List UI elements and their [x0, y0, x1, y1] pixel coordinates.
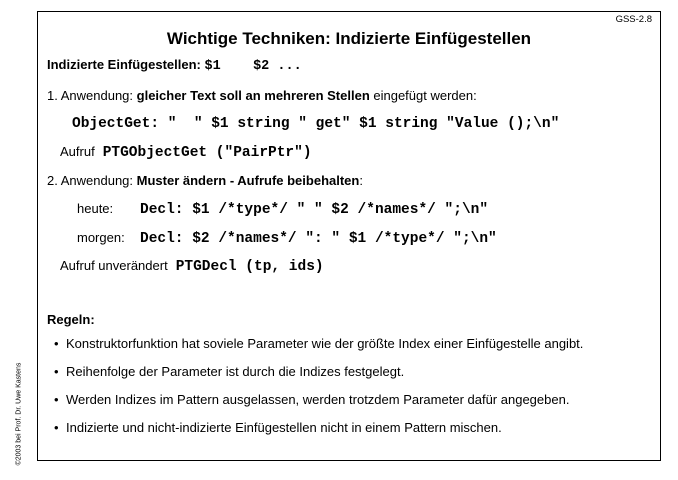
- usage2-row-heute: [77, 202, 488, 219]
- usage1-emphasis: gleicher Text soll an mehreren Stellen: [136, 88, 370, 103]
- rule-text: Reihenfolge der Parameter ist durch die Indizes festgelegt.: [66, 364, 405, 379]
- usage2-heading: [47, 174, 363, 189]
- call-code: PTGDecl (tp, ids): [175, 259, 324, 275]
- rule-item: [54, 365, 404, 380]
- code-text: Decl: $1 /*type*/ " " $2 /*names*/ ";\n": [140, 202, 489, 218]
- intro-line: [47, 58, 302, 75]
- bullet-icon: •: [54, 336, 59, 351]
- usage2-row-morgen: [77, 231, 497, 248]
- copyright-vertical: ©2003 bei Prof. Dr. Uwe Kastens: [15, 362, 23, 466]
- bullet-icon: •: [54, 420, 59, 435]
- intro-label: Indizierte Einfügestellen:: [47, 57, 205, 72]
- rules-heading: Regeln:: [47, 312, 95, 327]
- call-code: PTGObjectGet ("PairPtr"): [102, 145, 312, 161]
- rule-item: [54, 393, 569, 408]
- row-label: morgen:: [77, 230, 125, 245]
- usage1-suffix: eingefügt werden:: [369, 88, 477, 103]
- usage1-heading: [47, 89, 477, 104]
- slide-code-label: GSS-2.8: [615, 14, 652, 25]
- usage1-pattern-code: [72, 116, 559, 133]
- usage2-prefix: 2. Anwendung:: [47, 173, 137, 188]
- intro-tokens: $1 $2 ...: [204, 59, 302, 74]
- slide-title: Wichtige Techniken: Indizierte Einfügestellen: [166, 29, 532, 48]
- usage2-emphasis: Muster ändern - Aufrufe beibehalten: [136, 173, 360, 188]
- call-label: Aufruf: [60, 144, 95, 159]
- usage2-call-line: [60, 259, 324, 276]
- bullet-icon: •: [54, 392, 59, 407]
- usage2-suffix: :: [359, 173, 363, 188]
- code-text: Decl: $2 /*names*/ ": " $1 /*type*/ ";\n": [140, 231, 497, 247]
- rule-item: [54, 421, 502, 436]
- bullet-icon: •: [54, 364, 59, 379]
- slide-frame: [37, 11, 661, 461]
- rule-text: Werden Indizes im Pattern ausgelassen, werden trotzdem Parameter dafür angegeben.: [66, 392, 570, 407]
- code-text: ObjectGet: " " $1 string " get" $1 string "Value ();\n": [72, 116, 560, 132]
- usage1-prefix: 1. Anwendung:: [47, 88, 137, 103]
- rule-text: Indizierte und nicht-indizierte Einfügestellen nicht in einem Pattern mischen.: [66, 420, 502, 435]
- rule-item: [54, 337, 583, 352]
- rule-text: Konstruktorfunktion hat soviele Parameter wie der größte Index einer Einfügestelle angibt.: [66, 336, 584, 351]
- row-label: heute:: [77, 201, 114, 216]
- usage1-call-line: [60, 145, 312, 162]
- call-label: Aufruf unverändert: [60, 258, 168, 273]
